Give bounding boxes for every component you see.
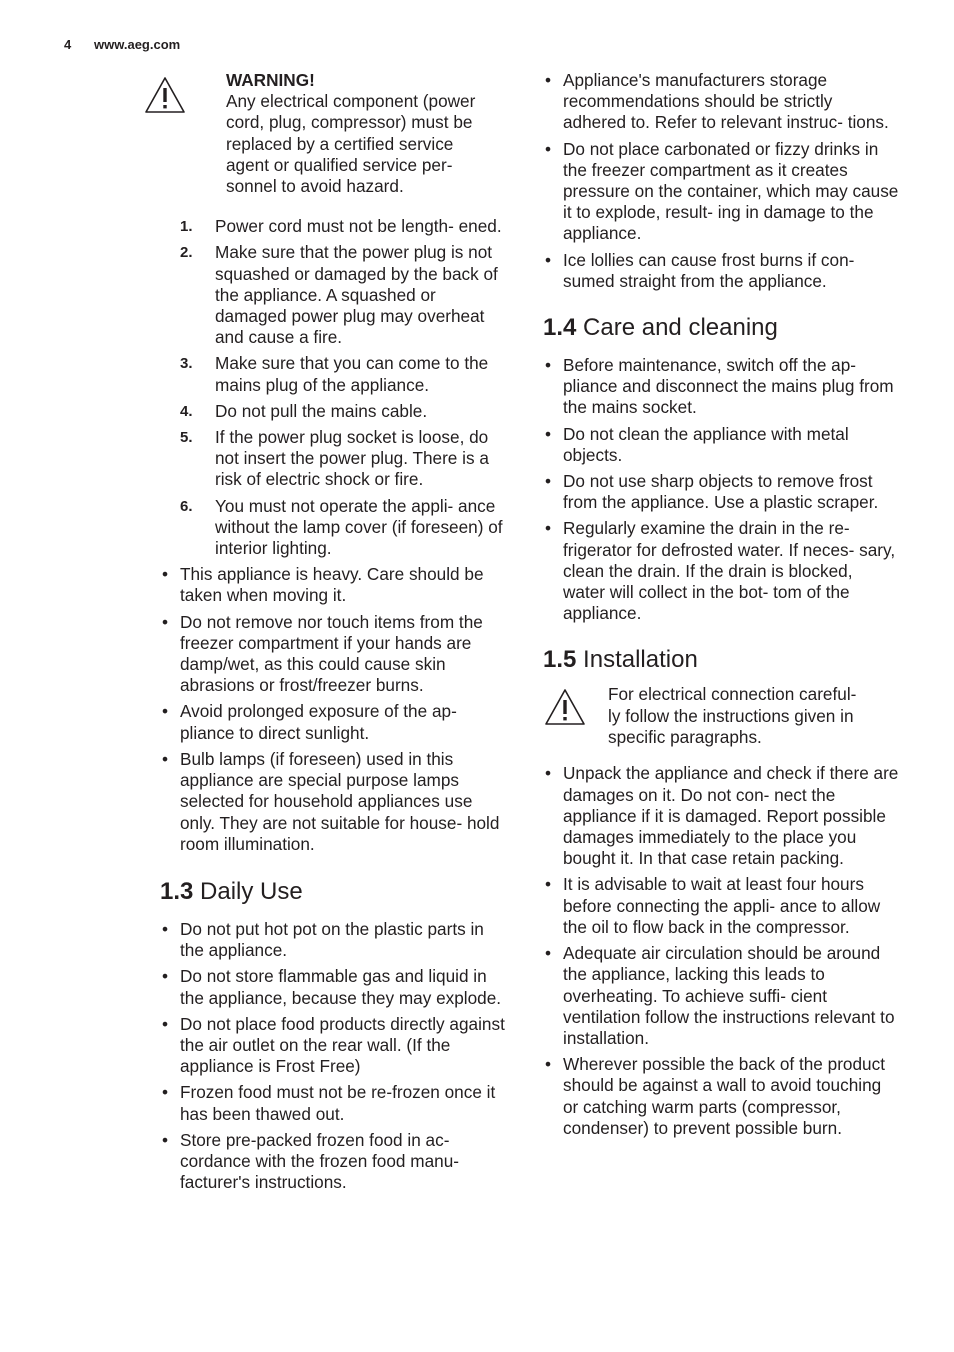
list-item: • Before maintenance, switch off the ap- pliance and disconnect the mains plug from the mains socket. xyxy=(545,355,894,418)
list-item: • This appliance is heavy. Care should be taken when moving it. xyxy=(162,564,484,606)
list-item: • Store pre-packed frozen food in ac- cordance with the frozen food manu- facturer's instructions. xyxy=(162,1129,459,1193)
bullet-list xyxy=(543,355,899,624)
warning-triangle-icon xyxy=(144,76,186,114)
warning-line: sonnel to avoid hazard. xyxy=(226,176,404,197)
warning-line: cord, plug, compressor) must be xyxy=(226,112,473,133)
warning-line: Any electrical component (power xyxy=(226,91,476,112)
site-url: www.aeg.com xyxy=(94,37,181,52)
warning-line: agent or qualified service per- xyxy=(226,154,453,175)
list-item: • Do not clean the appliance with metal objects. xyxy=(545,423,849,465)
info-line: ly follow the instructions given in xyxy=(608,705,854,726)
list-item: • Do not place carbonated or fizzy drinks in the freezer compartment as it creates pressure on the container, which may cause it to explode, result- ing in damage to the appliance. xyxy=(545,138,899,244)
bullet-list xyxy=(543,70,899,292)
list-item: • Bulb lamps (if foreseen) used in this appliance are special purpose lamps selected for household appliances use only. They are not suitable for house- hold room illumination. xyxy=(162,748,500,854)
list-item: 5. If the power plug socket is loose, do not insert the power plug. There is a risk of electric shock or fire. xyxy=(180,427,489,490)
info-line: For electrical connection careful- xyxy=(608,684,857,705)
warning-triangle-icon xyxy=(544,688,586,726)
list-item: 2. Make sure that the power plug is not squashed or damaged by the back of the appliance. A squashed or damaged power plug may overheat and cause a fire. xyxy=(180,242,498,348)
warning-box xyxy=(160,70,512,197)
page-header xyxy=(64,37,180,52)
list-item: • Ice lollies can cause frost burns if con- sumed straight from the appliance. xyxy=(545,249,855,291)
numbered-list xyxy=(160,216,512,559)
list-item: • Unpack the appliance and check if there are damages on it. Do not con- nect the appliance if it is damaged. Report possible damages immediately to the place you bought it. In that case retain packing. xyxy=(545,763,899,869)
section-heading-daily-use: 1.3 Daily Use xyxy=(160,877,303,905)
list-item: • It is advisable to wait at least four hours before connecting the appli- ance to allow the oil to flow back in the compressor. xyxy=(545,874,881,937)
list-item: • Do not use sharp objects to remove frost from the appliance. Use a plastic scraper. xyxy=(545,471,879,513)
list-item: 1. Power cord must not be length- ened. xyxy=(180,216,502,237)
info-box xyxy=(543,684,899,748)
list-item: 4. Do not pull the mains cable. xyxy=(180,400,428,421)
list-item: 6. You must not operate the appli- ance without the lamp cover (if foreseen) of interior lighting. xyxy=(180,495,503,559)
list-item: • Do not remove nor touch items from the freezer compartment if your hands are damp/wet, as this could cause skin abrasions or frost/freezer burns. xyxy=(162,611,483,696)
list-item: • Do not place food products directly against the air outlet on the rear wall. (If the appliance is Frost Free) xyxy=(162,1013,505,1077)
section-heading-care-and-cleaning: 1.4 Care and cleaning xyxy=(543,314,778,342)
list-item: • Wherever possible the back of the product should be against a wall to avoid touching or catching warm parts (compressor, condenser) to prevent possible burn. xyxy=(545,1054,885,1138)
bullet-list xyxy=(160,564,512,855)
page-number: 4 xyxy=(64,37,72,52)
right-column xyxy=(543,70,899,1144)
bullet-list xyxy=(160,919,512,1193)
list-item: • Do not store flammable gas and liquid in the appliance, because they may explode. xyxy=(162,966,502,1008)
bullet-list xyxy=(543,763,899,1138)
list-item: • Frozen food must not be re-frozen once it has been thawed out. xyxy=(162,1082,496,1124)
section-heading-installation: 1.5 Installation xyxy=(543,646,698,674)
warning-line: replaced by a certified service xyxy=(226,133,454,154)
list-item: • Adequate air circulation should be around the appliance, lacking this leads to overheating. To achieve suffi- cient ventilation follow the instructions relevant to installation. xyxy=(545,943,895,1048)
info-line: specific paragraphs. xyxy=(608,726,762,747)
left-column xyxy=(160,70,512,1198)
list-item: • Avoid prolonged exposure of the ap- pliance to direct sunlight. xyxy=(162,701,457,743)
list-item: • Appliance's manufacturers storage recommendations should be strictly adhered to. Refer to relevant instruc- tions. xyxy=(545,70,889,133)
list-item: 3. Make sure that you can come to the mains plug of the appliance. xyxy=(180,353,489,395)
list-item: • Do not put hot pot on the plastic parts in the appliance. xyxy=(162,918,484,961)
warning-title: WARNING! xyxy=(226,70,315,90)
list-item: • Regularly examine the drain in the re- frigerator for defrosted water. If neces- sary, clean the drain. If the drain is blocked, water will collect in the bot- tom of the appliance. xyxy=(545,518,896,624)
